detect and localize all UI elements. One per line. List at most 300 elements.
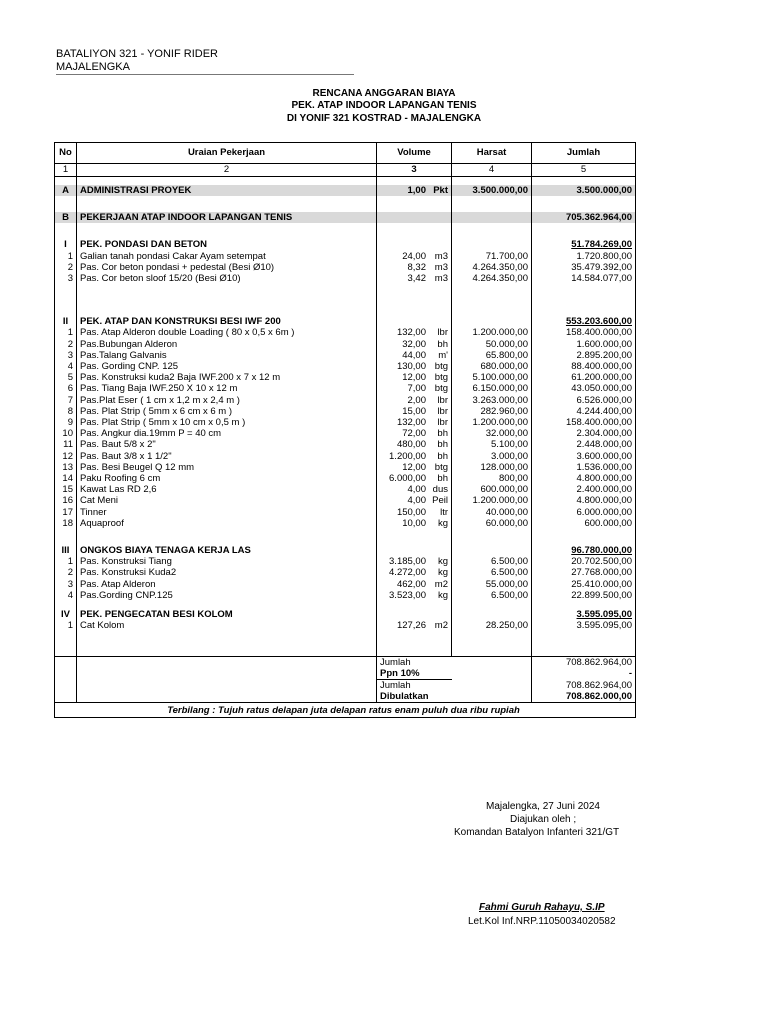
qty: 150,00 xyxy=(396,506,426,518)
item-no: 12 xyxy=(55,451,77,462)
cell xyxy=(377,308,452,316)
cell xyxy=(377,300,452,308)
cell xyxy=(377,239,452,250)
qty: 3.185,00 xyxy=(389,556,426,568)
cell xyxy=(452,601,532,609)
cell xyxy=(452,284,532,292)
item-price: 6.500,00 xyxy=(452,556,532,567)
item-price: 3.000,00 xyxy=(452,451,532,462)
item-no: 14 xyxy=(55,473,77,484)
qty: 4.272,00 xyxy=(389,567,426,579)
item-total: 43.050.000,00 xyxy=(532,383,636,394)
summary-row xyxy=(55,691,636,703)
cell xyxy=(452,177,532,186)
volume-cell xyxy=(377,406,452,417)
cell xyxy=(55,640,77,648)
volume-cell xyxy=(377,339,452,350)
unit: Pkt xyxy=(433,185,448,196)
item-desc: Pas.Plat Eser ( 1 cm x 1,2 m x 2,4 m ) xyxy=(77,395,377,406)
col-header-no: No xyxy=(55,143,77,164)
item-desc: Pas.Talang Galvanis xyxy=(77,350,377,361)
item-total: 158.400.000,00 xyxy=(532,417,636,428)
section-total: 3.500.000,00 xyxy=(532,185,636,196)
unit: lbr xyxy=(437,327,448,339)
cell xyxy=(452,204,532,212)
item-desc: Pas. Konstruksi kuda2 Baja IWF.200 x 7 x 12 m xyxy=(77,372,377,383)
cell xyxy=(452,231,532,239)
qty: 4,00 xyxy=(407,495,426,507)
item-price: 55.000,00 xyxy=(452,579,532,590)
item-price: 6.500,00 xyxy=(452,590,532,601)
cell xyxy=(77,223,377,231)
item-price: 6.150.000,00 xyxy=(452,383,532,394)
item-desc: Pas. Konstruksi Kuda2 xyxy=(77,567,377,578)
summary-value: 708.862.964,00 xyxy=(532,656,636,668)
cell xyxy=(532,292,636,300)
item-total: 88.400.000,00 xyxy=(532,361,636,372)
section-row-secIV xyxy=(55,609,636,620)
summary-row xyxy=(55,679,636,691)
item-price: 800,00 xyxy=(452,473,532,484)
section-total: 51.784.269,00 xyxy=(532,239,636,250)
volume-cell xyxy=(377,518,452,529)
unit: m' xyxy=(438,349,448,361)
table-row xyxy=(55,518,636,529)
section-label: PEK. ATAP DAN KONSTRUKSI BESI IWF 200 xyxy=(77,316,377,327)
cell xyxy=(77,529,377,537)
table-row xyxy=(55,484,636,495)
cell xyxy=(377,640,452,648)
item-desc: Pas. Atap Alderon double Loading ( 80 x 0,5 x 6m ) xyxy=(77,327,377,338)
table-row xyxy=(55,372,636,383)
cell xyxy=(55,196,77,204)
cell xyxy=(452,223,532,231)
unit: ltr xyxy=(440,506,448,518)
item-desc: Pas. Plat Strip ( 5mm x 6 cm x 6 m ) xyxy=(77,406,377,417)
item-total: 2.400.000,00 xyxy=(532,484,636,495)
item-desc: Pas. Cor beton sloof 15/20 (Besi Ø10) xyxy=(77,273,377,284)
item-total: 4.244.400,00 xyxy=(532,406,636,417)
item-price: 1.200.000,00 xyxy=(452,327,532,338)
item-price: 4.264.350,00 xyxy=(452,262,532,273)
item-no: 16 xyxy=(55,495,77,506)
cell xyxy=(452,545,532,556)
section-row-A xyxy=(55,185,636,196)
unit: m2 xyxy=(434,578,448,590)
cell xyxy=(532,177,636,186)
item-price: 5.100,00 xyxy=(452,439,532,450)
volume-cell xyxy=(377,361,452,372)
section-row-B xyxy=(55,212,636,223)
table-row xyxy=(55,361,636,372)
section-no: I xyxy=(55,239,77,250)
summary-value: 708.862.964,00 xyxy=(532,679,636,691)
table-row xyxy=(55,428,636,439)
unit: btg xyxy=(434,372,448,384)
cell xyxy=(452,640,532,648)
summary-label: Jumlah xyxy=(377,656,452,668)
item-no: 2 xyxy=(55,339,77,350)
cell xyxy=(532,601,636,609)
item-total: 6.526.000,00 xyxy=(532,395,636,406)
section-label: ADMINISTRASI PROYEK xyxy=(77,185,377,196)
qty: 32,00 xyxy=(402,338,426,350)
section-total: 553.203.600,00 xyxy=(532,316,636,327)
item-no: 3 xyxy=(55,350,77,361)
cell xyxy=(452,316,532,327)
cell xyxy=(532,537,636,545)
unit: lbr xyxy=(437,417,448,429)
item-total: 27.768.000,00 xyxy=(532,567,636,578)
item-total: 6.000.000,00 xyxy=(532,507,636,518)
item-total: 3.595.095,00 xyxy=(532,620,636,631)
cell xyxy=(377,537,452,545)
col-header-jumlah: Jumlah xyxy=(532,143,636,164)
spacer-row xyxy=(55,640,636,648)
table-row xyxy=(55,339,636,350)
item-desc: Aquaproof xyxy=(77,518,377,529)
section-no: III xyxy=(55,545,77,556)
cell xyxy=(377,529,452,537)
item-no: 10 xyxy=(55,428,77,439)
doc-subtitle: PEK. ATAP INDOOR LAPANGAN TENIS xyxy=(291,100,477,111)
unit: bh xyxy=(437,338,448,350)
item-no: 8 xyxy=(55,406,77,417)
cell xyxy=(452,609,532,620)
org-location: MAJALENGKA xyxy=(56,61,130,73)
unit: m2 xyxy=(434,620,448,632)
cell xyxy=(55,679,77,691)
cell xyxy=(55,656,77,668)
terbilang-text: Terbilang : Tujuh ratus delapan juta delapan ratus enam puluh dua ribu rupiah xyxy=(55,703,636,718)
item-desc: Cat Meni xyxy=(77,495,377,506)
qty: 132,00 xyxy=(396,417,426,429)
volume-cell xyxy=(377,428,452,439)
doc-location: DI YONIF 321 KOSTRAD - MAJALENGKA xyxy=(286,113,482,124)
item-desc: Pas.Bubungan Alderon xyxy=(77,339,377,350)
unit: bh xyxy=(437,450,448,462)
section-total: 3.595.095,00 xyxy=(532,609,636,620)
volume-cell xyxy=(377,507,452,518)
unit: kg xyxy=(437,556,448,568)
item-price: 60.000,00 xyxy=(452,518,532,529)
cell xyxy=(452,632,532,640)
item-desc: Pas. Angkur dia.19mm P = 40 cm xyxy=(77,428,377,439)
item-no: 1 xyxy=(55,620,77,631)
cell xyxy=(377,609,452,620)
item-price: 4.264.350,00 xyxy=(452,273,532,284)
item-no: 4 xyxy=(55,590,77,601)
cell xyxy=(55,231,77,239)
col-num-1: 1 xyxy=(55,164,77,177)
qty: 44,00 xyxy=(402,349,426,361)
summary-value: - xyxy=(532,668,636,680)
summary-row xyxy=(55,656,636,668)
cell xyxy=(452,656,532,668)
qty: 6.000,00 xyxy=(389,473,426,485)
volume-cell xyxy=(377,473,452,484)
volume-cell xyxy=(377,556,452,567)
sign-place-date: Majalengka, 27 Juni 2024 xyxy=(486,801,600,812)
table-row xyxy=(55,251,636,262)
spacer-row xyxy=(55,204,636,212)
item-total: 4.800.000,00 xyxy=(532,473,636,484)
cell xyxy=(452,679,532,691)
cell xyxy=(532,231,636,239)
cell xyxy=(452,668,532,680)
unit: lbr xyxy=(437,405,448,417)
item-total: 4.800.000,00 xyxy=(532,495,636,506)
cell xyxy=(452,212,532,223)
col-num-4: 4 xyxy=(452,164,532,177)
item-total: 1.720.800,00 xyxy=(532,251,636,262)
qty: 72,00 xyxy=(402,428,426,440)
summary-label: Dibulatkan xyxy=(377,691,452,703)
item-no: 11 xyxy=(55,439,77,450)
summary-value: 708.862.000,00 xyxy=(532,691,636,703)
cell xyxy=(77,177,377,186)
cell xyxy=(532,196,636,204)
cell xyxy=(452,648,532,657)
cell xyxy=(55,177,77,186)
item-desc: Tinner xyxy=(77,507,377,518)
item-no: 9 xyxy=(55,417,77,428)
cell xyxy=(377,223,452,231)
unit: bh xyxy=(437,439,448,451)
unit: Peil xyxy=(432,495,448,507)
volume-cell xyxy=(377,484,452,495)
volume-cell xyxy=(377,372,452,383)
unit: bh xyxy=(437,428,448,440)
cell xyxy=(377,284,452,292)
unit: kg xyxy=(437,517,448,529)
section-label: PEKERJAAN ATAP INDOOR LAPANGAN TENIS xyxy=(77,212,377,223)
cell xyxy=(452,308,532,316)
item-desc: Pas. Gording CNP. 125 xyxy=(77,361,377,372)
summary-row xyxy=(55,668,636,680)
item-no: 3 xyxy=(55,273,77,284)
cell xyxy=(377,196,452,204)
cell xyxy=(452,239,532,250)
spacer-row xyxy=(55,223,636,231)
table-row xyxy=(55,439,636,450)
qty: 12,00 xyxy=(402,461,426,473)
table-row xyxy=(55,556,636,567)
cell xyxy=(377,648,452,657)
item-no: 15 xyxy=(55,484,77,495)
cell xyxy=(532,300,636,308)
cell xyxy=(55,668,77,680)
unit: btg xyxy=(434,461,448,473)
spacer-row xyxy=(55,632,636,640)
table-row xyxy=(55,451,636,462)
qty: 462,00 xyxy=(396,578,426,590)
cell xyxy=(377,632,452,640)
cell xyxy=(377,212,452,223)
table-row xyxy=(55,262,636,273)
summary-label: Ppn 10% xyxy=(377,668,452,680)
cell xyxy=(77,204,377,212)
table-row xyxy=(55,579,636,590)
spacer-row xyxy=(55,529,636,537)
item-total: 2.448.000,00 xyxy=(532,439,636,450)
section-row-secII xyxy=(55,316,636,327)
item-desc: Cat Kolom xyxy=(77,620,377,631)
item-total: 158.400.000,00 xyxy=(532,327,636,338)
volume-cell xyxy=(377,395,452,406)
sign-name: Fahmi Guruh Rahayu, S.IP xyxy=(479,902,605,913)
cell xyxy=(55,292,77,300)
item-total: 25.410.000,00 xyxy=(532,579,636,590)
unit: kg xyxy=(437,589,448,601)
cell xyxy=(77,284,377,292)
qty: 15,00 xyxy=(402,405,426,417)
volume-cell xyxy=(377,579,452,590)
section-label: PEK. PONDASI DAN BETON xyxy=(77,239,377,250)
section-label: ONGKOS BIAYA TENAGA KERJA LAS xyxy=(77,545,377,556)
doc-title: RENCANA ANGGARAN BIAYA xyxy=(312,88,456,99)
section-price: 3.500.000,00 xyxy=(452,185,532,196)
item-total: 3.600.000,00 xyxy=(532,451,636,462)
item-no: 2 xyxy=(55,262,77,273)
item-desc: Pas.Gording CNP.125 xyxy=(77,590,377,601)
summary-label: Jumlah xyxy=(377,679,452,691)
cell xyxy=(55,284,77,292)
item-price: 5.100.000,00 xyxy=(452,372,532,383)
sign-rank: Let.Kol Inf.NRP.11050034020582 xyxy=(468,916,616,927)
col-header-uraian: Uraian Pekerjaan xyxy=(77,143,377,164)
unit: kg xyxy=(437,567,448,579)
cell xyxy=(377,292,452,300)
spacer-row xyxy=(55,308,636,316)
unit: btg xyxy=(434,361,448,373)
item-price: 3.263.000,00 xyxy=(452,395,532,406)
section-row-secI xyxy=(55,239,636,250)
qty: 132,00 xyxy=(396,327,426,339)
volume-cell xyxy=(377,495,452,506)
volume-cell xyxy=(377,251,452,262)
item-no: 4 xyxy=(55,361,77,372)
table-row xyxy=(55,406,636,417)
item-total: 2.895.200,00 xyxy=(532,350,636,361)
item-no: 6 xyxy=(55,383,77,394)
header-divider xyxy=(56,74,354,75)
volume-cell xyxy=(377,350,452,361)
item-desc: Pas. Besi Beugel Q 12 mm xyxy=(77,462,377,473)
cell xyxy=(532,284,636,292)
table-row xyxy=(55,350,636,361)
cell xyxy=(77,308,377,316)
cell xyxy=(55,691,77,703)
cell xyxy=(77,640,377,648)
table-row xyxy=(55,473,636,484)
unit: m3 xyxy=(434,250,448,262)
volume-cell xyxy=(377,262,452,273)
unit: btg xyxy=(434,383,448,395)
item-no: 3 xyxy=(55,579,77,590)
item-total: 35.479.392,00 xyxy=(532,262,636,273)
cell xyxy=(532,308,636,316)
cell xyxy=(452,300,532,308)
item-desc: Pas. Baut 3/8 x 1 1/2" xyxy=(77,451,377,462)
item-desc: Pas. Atap Alderon xyxy=(77,579,377,590)
item-no: 17 xyxy=(55,507,77,518)
cell xyxy=(452,292,532,300)
item-price: 40.000,00 xyxy=(452,507,532,518)
item-desc: Pas. Konstruksi Tiang xyxy=(77,556,377,567)
item-price: 71.700,00 xyxy=(452,251,532,262)
item-desc: Pas. Cor beton pondasi + pedestal (Besi Ø10) xyxy=(77,262,377,273)
spacer-row xyxy=(55,292,636,300)
qty: 10,00 xyxy=(402,517,426,529)
cell xyxy=(55,537,77,545)
cell xyxy=(452,691,532,703)
qty: 127,26 xyxy=(396,620,426,632)
item-total: 1.600.000,00 xyxy=(532,339,636,350)
qty: 3.523,00 xyxy=(389,589,426,601)
section-row-secIII xyxy=(55,545,636,556)
volume-cell xyxy=(377,620,452,631)
cell xyxy=(77,231,377,239)
cell xyxy=(377,204,452,212)
cell xyxy=(77,648,377,657)
column-number-row xyxy=(55,164,636,177)
section-label: PEK. PENGECATAN BESI KOLOM xyxy=(77,609,377,620)
sign-position: Komandan Batalyon Infanteri 321/GT xyxy=(454,827,620,838)
item-total: 20.702.500,00 xyxy=(532,556,636,567)
item-desc: Pas. Plat Strip ( 5mm x 10 cm x 0,5 m ) xyxy=(77,417,377,428)
cell xyxy=(77,668,377,680)
qty: 8,32 xyxy=(407,261,426,273)
cell xyxy=(77,632,377,640)
table-row xyxy=(55,567,636,578)
spacer-row xyxy=(55,537,636,545)
table-row xyxy=(55,395,636,406)
unit: dus xyxy=(432,484,448,496)
col-header-volume: Volume xyxy=(377,143,452,164)
cell xyxy=(377,545,452,556)
section-total: 96.780.000,00 xyxy=(532,545,636,556)
qty: 1.200,00 xyxy=(389,450,426,462)
item-desc: Galian tanah pondasi Cakar Ayam setempat xyxy=(77,251,377,262)
cell xyxy=(532,640,636,648)
item-desc: Pas. Tiang Baja IWF.250 X 10 x 12 m xyxy=(77,383,377,394)
item-total: 22.899.500,00 xyxy=(532,590,636,601)
cell xyxy=(77,601,377,609)
section-no: IV xyxy=(55,609,77,620)
item-total: 61.200.000,00 xyxy=(532,372,636,383)
item-total: 1.536.000,00 xyxy=(532,462,636,473)
cell xyxy=(377,316,452,327)
item-price: 680.000,00 xyxy=(452,361,532,372)
item-price: 65.800,00 xyxy=(452,350,532,361)
cell xyxy=(452,537,532,545)
qty: 12,00 xyxy=(402,372,426,384)
spacer-row xyxy=(55,196,636,204)
cell xyxy=(77,292,377,300)
table-row xyxy=(55,620,636,631)
unit: m3 xyxy=(434,261,448,273)
section-no: A xyxy=(55,185,77,196)
volume-cell xyxy=(377,462,452,473)
spacer-row xyxy=(55,300,636,308)
cell xyxy=(77,196,377,204)
cell xyxy=(532,632,636,640)
cell xyxy=(77,691,377,703)
col-num-3: 3 xyxy=(377,164,452,177)
cell xyxy=(77,656,377,668)
qty: 1,00 xyxy=(407,185,426,196)
